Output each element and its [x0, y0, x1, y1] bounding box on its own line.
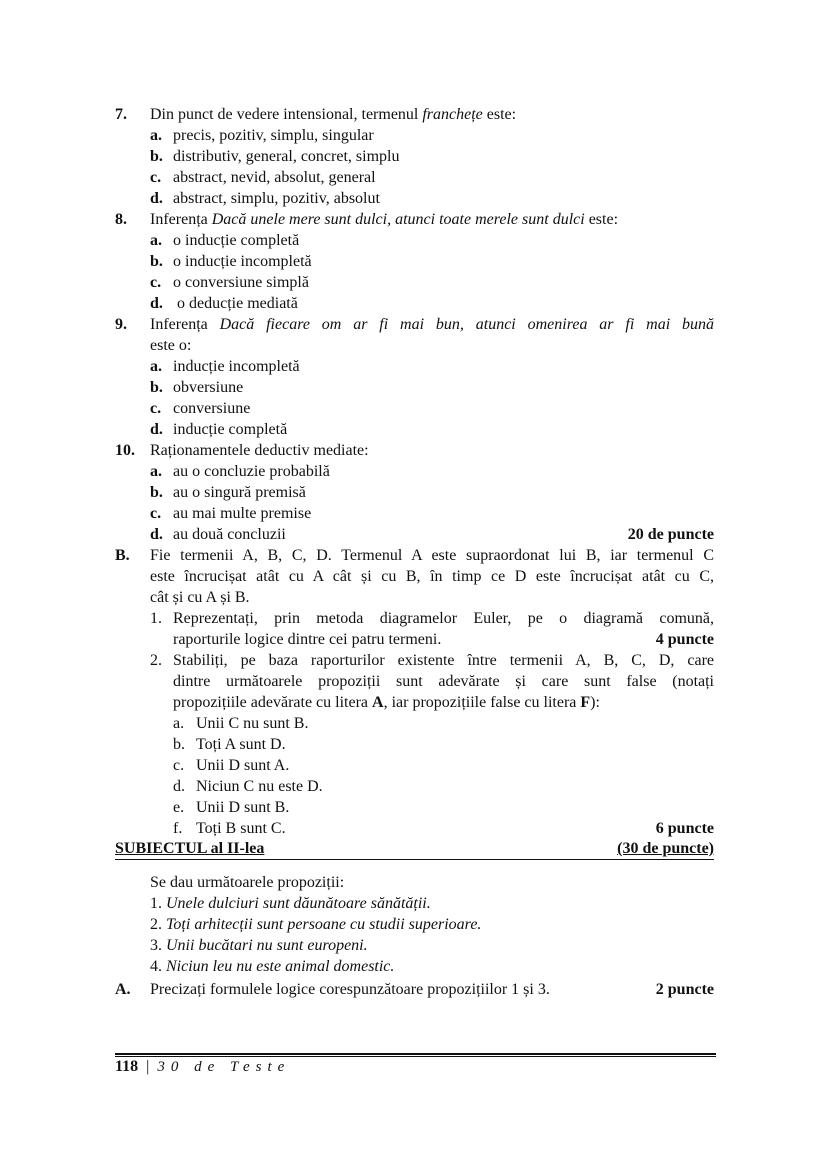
answer-option — [150, 398, 714, 419]
answer-letter: d. — [150, 190, 163, 207]
question-text-pre: Inferența — [150, 211, 212, 228]
item-line: dintre următoarele propoziții sunt adevărate și care sunt false (notați — [173, 673, 714, 690]
proposition-item — [150, 935, 714, 956]
proposition-item — [150, 914, 714, 935]
proposition-number: 4. — [150, 958, 166, 975]
page-number: 118 — [115, 1058, 139, 1075]
propositions-intro: Se dau următoarele propoziții: — [150, 874, 345, 891]
points-label: 20 de puncte — [627, 526, 714, 543]
answer-text: distributiv, general, concret, simplu — [173, 148, 400, 165]
footer-rule — [115, 1053, 716, 1055]
answer-letter: b. — [150, 148, 163, 165]
page-content — [115, 104, 714, 1000]
proposition-text: Unii D sunt B. — [196, 799, 290, 816]
proposition-text: Unele dulciuri sunt dăunătoare sănătății. — [166, 895, 431, 912]
subject-2-propositions — [115, 872, 714, 977]
item-text: propozițiile adevărate cu litera — [173, 694, 373, 711]
proposition-item — [173, 776, 714, 797]
answer-letter: c. — [150, 505, 162, 522]
answer-option — [150, 188, 714, 209]
question-number: 9. — [115, 316, 127, 333]
answer-option — [150, 482, 714, 503]
proposition-text: Niciun C nu este D. — [196, 778, 323, 795]
proposition-item — [173, 797, 714, 818]
question-inference: Dacă unele mere sunt dulci, atunci toate merele sunt dulci — [211, 211, 585, 228]
answer-option — [150, 419, 714, 440]
answer-option — [150, 167, 714, 188]
item-line: Stabiliți, pe baza raporturilor existente între termenii A, B, C, D, care — [173, 652, 714, 669]
item-number: 2. — [150, 652, 162, 669]
answer-letter: a. — [150, 232, 162, 249]
proposition-letter: c. — [173, 757, 185, 774]
section-title: SUBIECTUL al II-lea — [115, 840, 265, 857]
proposition-letter: a. — [173, 715, 185, 732]
question-number: 7. — [115, 106, 127, 123]
question-number: 10. — [115, 442, 135, 459]
proposition-text: Unii D sunt A. — [196, 757, 290, 774]
question-text-post: este o: — [150, 337, 192, 354]
answer-letter: a. — [150, 463, 162, 480]
question-term: franchețe — [422, 106, 483, 123]
part-b-item-1 — [150, 608, 714, 650]
proposition-text: Toți B sunt C. — [196, 820, 286, 837]
question-text-post: este: — [584, 211, 619, 228]
proposition-text: Toți A sunt D. — [196, 736, 286, 753]
part-label: B. — [115, 547, 130, 564]
answer-list — [115, 356, 714, 440]
item-text: , iar propozițiile false cu litera — [383, 694, 581, 711]
statement-line: cât și cu A și B. — [150, 589, 250, 606]
proposition-text: Toți arhitecții sunt persoane cu studii superioare. — [166, 916, 482, 933]
answer-option — [150, 251, 714, 272]
section-points: (30 de puncte) — [617, 840, 714, 857]
answer-text: conversiune — [173, 400, 251, 417]
answer-option — [150, 272, 714, 293]
answer-letter: c. — [150, 169, 162, 186]
answer-text: au o singură premisă — [173, 484, 306, 501]
answer-option — [150, 503, 714, 524]
proposition-number: 3. — [150, 937, 166, 954]
item-line: raporturile logice dintre cei patru termeni. — [173, 631, 442, 648]
proposition-number: 1. — [150, 895, 166, 912]
task-text: Precizați formulele logice corespunzătoare propozițiilor 1 și 3. — [150, 981, 550, 998]
answer-letter: c. — [150, 274, 162, 291]
question-text: Raționamentele deductiv mediate: — [150, 442, 369, 459]
page-footer — [115, 1058, 290, 1076]
answer-text: au o concluzie probabilă — [173, 463, 330, 480]
proposition-item — [173, 713, 714, 734]
item-line — [173, 692, 714, 713]
statement-line: Fie termenii A, B, C, D. Termenul A este supraordonat lui B, iar termenul C — [150, 547, 714, 564]
answer-letter: b. — [150, 253, 163, 270]
answer-letter: d. — [150, 526, 163, 543]
false-letter: F — [580, 694, 591, 711]
subject-2-task-a — [115, 979, 714, 1000]
answer-list — [115, 461, 714, 545]
answer-text: o conversiune simplă — [173, 274, 309, 291]
answer-letter: b. — [150, 484, 163, 501]
proposition-text: Unii C nu sunt B. — [196, 715, 309, 732]
answer-text: precis, pozitiv, simplu, singular — [173, 127, 374, 144]
answer-text: o deducție mediată — [173, 295, 298, 312]
statement-line: este încrucișat atât cu A cât și cu B, în timp ce D este încrucișat atât cu C, — [150, 568, 714, 585]
question-text-pre: Din punct de vedere intensional, termenul — [150, 106, 423, 123]
answer-option — [150, 146, 714, 167]
answer-list — [115, 230, 714, 314]
book-title: 30 de Teste — [157, 1058, 291, 1075]
answer-text: inducție completă — [173, 421, 288, 438]
answer-text: au două concluzii — [173, 526, 286, 543]
proposition-list — [173, 713, 714, 839]
part-b — [115, 545, 714, 839]
answer-text: abstract, nevid, absolut, general — [173, 169, 376, 186]
section-heading — [115, 839, 714, 860]
answer-letter: a. — [150, 127, 162, 144]
answer-text: inducție incompletă — [173, 358, 300, 375]
question-text — [150, 314, 714, 335]
part-b-statement — [150, 545, 714, 608]
answer-letter: a. — [150, 358, 162, 375]
proposition-number: 2. — [150, 916, 166, 933]
task-label: A. — [115, 981, 131, 998]
part-b-item-2 — [150, 650, 714, 839]
question-9 — [115, 314, 714, 440]
answer-text: obversiune — [173, 379, 244, 396]
answer-text: abstract, simplu, pozitiv, absolut — [173, 190, 380, 207]
proposition-letter: d. — [173, 778, 185, 795]
proposition-item — [173, 755, 714, 776]
answer-option — [150, 356, 714, 377]
question-10 — [115, 440, 714, 545]
part-b-items — [115, 608, 714, 839]
points-label: 6 puncte — [655, 820, 714, 837]
footer-separator: | — [146, 1058, 150, 1075]
question-8 — [115, 209, 714, 314]
answer-option — [150, 125, 714, 146]
question-7 — [115, 104, 714, 209]
points-label: 4 puncte — [655, 631, 714, 648]
answer-letter: c. — [150, 400, 162, 417]
question-text — [150, 104, 516, 125]
item-text: ): — [590, 694, 600, 711]
answer-letter: b. — [150, 379, 163, 396]
item-number: 1. — [150, 610, 162, 627]
proposition-letter: f. — [173, 820, 183, 837]
proposition-letter: b. — [173, 736, 185, 753]
proposition-text: Unii bucătari nu sunt europeni. — [166, 937, 368, 954]
question-text-post: este: — [482, 106, 517, 123]
points-label: 2 puncte — [655, 981, 714, 998]
answer-option — [150, 230, 714, 251]
answer-list — [115, 125, 714, 209]
footer-rule-thin — [115, 1056, 716, 1057]
question-inference: Dacă fiecare om ar fi mai bun, atunci omenirea ar fi mai bună — [219, 316, 714, 333]
proposition-item — [150, 893, 714, 914]
proposition-item — [173, 734, 714, 755]
answer-option — [150, 293, 714, 314]
question-number: 8. — [115, 211, 127, 228]
answer-option — [150, 377, 714, 398]
proposition-item — [173, 818, 714, 839]
answer-letter: d. — [150, 295, 163, 312]
answer-text: o inducție incompletă — [173, 253, 312, 270]
true-letter: A — [372, 694, 384, 711]
answer-letter: d. — [150, 421, 163, 438]
proposition-letter: e. — [173, 799, 185, 816]
question-text — [150, 209, 618, 230]
answer-option — [150, 461, 714, 482]
answer-text: o inducție completă — [173, 232, 300, 249]
answer-option — [150, 524, 714, 545]
question-text-pre: Inferența — [150, 316, 220, 333]
answer-text: au mai multe premise — [173, 505, 312, 522]
proposition-text: Niciun leu nu este animal domestic. — [166, 958, 395, 975]
item-line: Reprezentați, prin metoda diagramelor Euler, pe o diagramă comună, — [173, 610, 714, 627]
proposition-item — [150, 956, 714, 977]
